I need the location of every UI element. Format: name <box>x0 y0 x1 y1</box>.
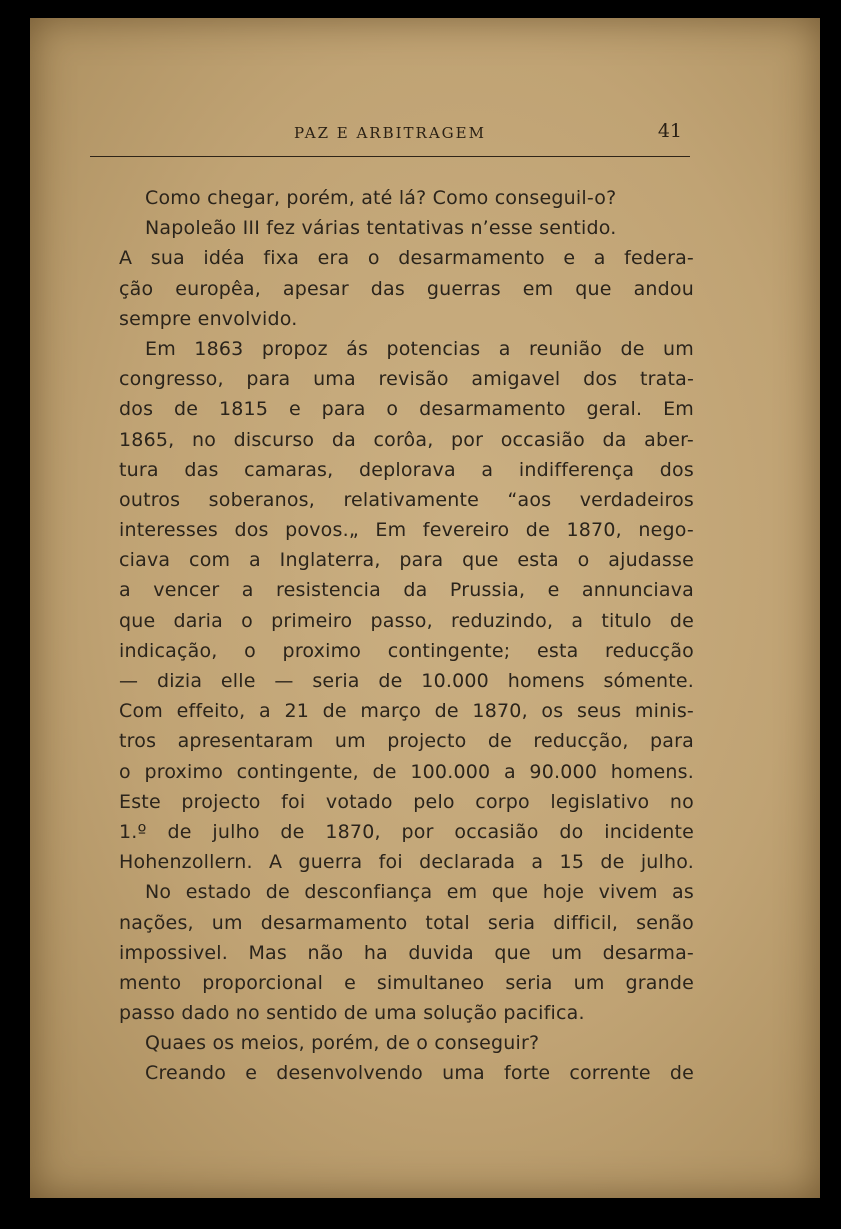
text-line: sempre envolvido. <box>119 307 298 330</box>
text-line: a vencer a resistencia da Prussia, e annunciava <box>119 579 694 602</box>
text-line: 1865, no discurso da corôa, por occasião da aber- <box>119 428 694 451</box>
text-line: ciava com a Inglaterra, para que esta o ajudasse <box>119 549 694 572</box>
text-line: 1.º de julho de 1870, por occasião do incidente <box>119 820 694 843</box>
text-line: — dizia elle — seria de 10.000 homens sómente. <box>119 670 694 692</box>
text-line: interesses dos povos.„ Em fevereiro de 1870, nego- <box>119 519 694 542</box>
text-line: A sua idéa fixa era o desarmamento e a federa- <box>119 247 694 270</box>
text-line: Este projecto foi votado pelo corpo legislativo no <box>119 790 694 813</box>
page-header <box>90 120 690 144</box>
text-line: dos de 1815 e para o desarmamento geral. Em <box>119 398 694 421</box>
running-title: PAZ E ARBITRAGEM <box>294 124 486 142</box>
text-line: Como chegar, porém, até lá? Como conseguil-o? <box>145 187 617 209</box>
text-line: mento proporcional e simultaneo seria um grande <box>119 971 694 994</box>
text-line: indicação, o proximo contingente; esta reducção <box>119 639 694 662</box>
text-line: nações, um desarmamento total seria difficil, senão <box>119 911 694 934</box>
text-line: ção europêa, apesar das guerras em que andou <box>119 277 694 300</box>
text-line: congresso, para uma revisão amigavel dos trata- <box>119 368 694 391</box>
text-line: Em 1863 propoz ás potencias a reunião de um <box>145 337 694 360</box>
text-line: impossivel. Mas não ha duvida que um desarma- <box>119 941 694 964</box>
text-line: tros apresentaram um projecto de reducção, para <box>119 730 694 753</box>
text-line: Com effeito, a 21 de março de 1870, os seus minis- <box>119 700 694 723</box>
text-line: outros soberanos, relativamente “aos verdadeiros <box>119 488 694 511</box>
text-line: que daria o primeiro passo, reduzindo, a titulo de <box>119 609 694 632</box>
text-line: Hohenzollern. A guerra foi declarada a 15 de julho. <box>119 851 694 874</box>
header-rule <box>90 156 690 157</box>
body-text <box>119 183 694 1089</box>
text-line: No estado de desconfiança em que hoje vivem as <box>145 881 694 904</box>
text-line: o proximo contingente, de 100.000 a 90.000 homens. <box>119 760 694 783</box>
text-line: Napoleão III fez várias tentativas n’esse sentido. <box>145 217 617 240</box>
text-line: tura das camaras, deplorava a indifferença dos <box>119 458 694 481</box>
text-line: Quaes os meios, porém, de o conseguir? <box>145 1032 540 1055</box>
page-number: 41 <box>657 120 682 142</box>
text-line: passo dado no sentido de uma solução pacifica. <box>119 1002 585 1025</box>
text-line: Creando e desenvolvendo uma forte corrente de <box>145 1062 694 1085</box>
